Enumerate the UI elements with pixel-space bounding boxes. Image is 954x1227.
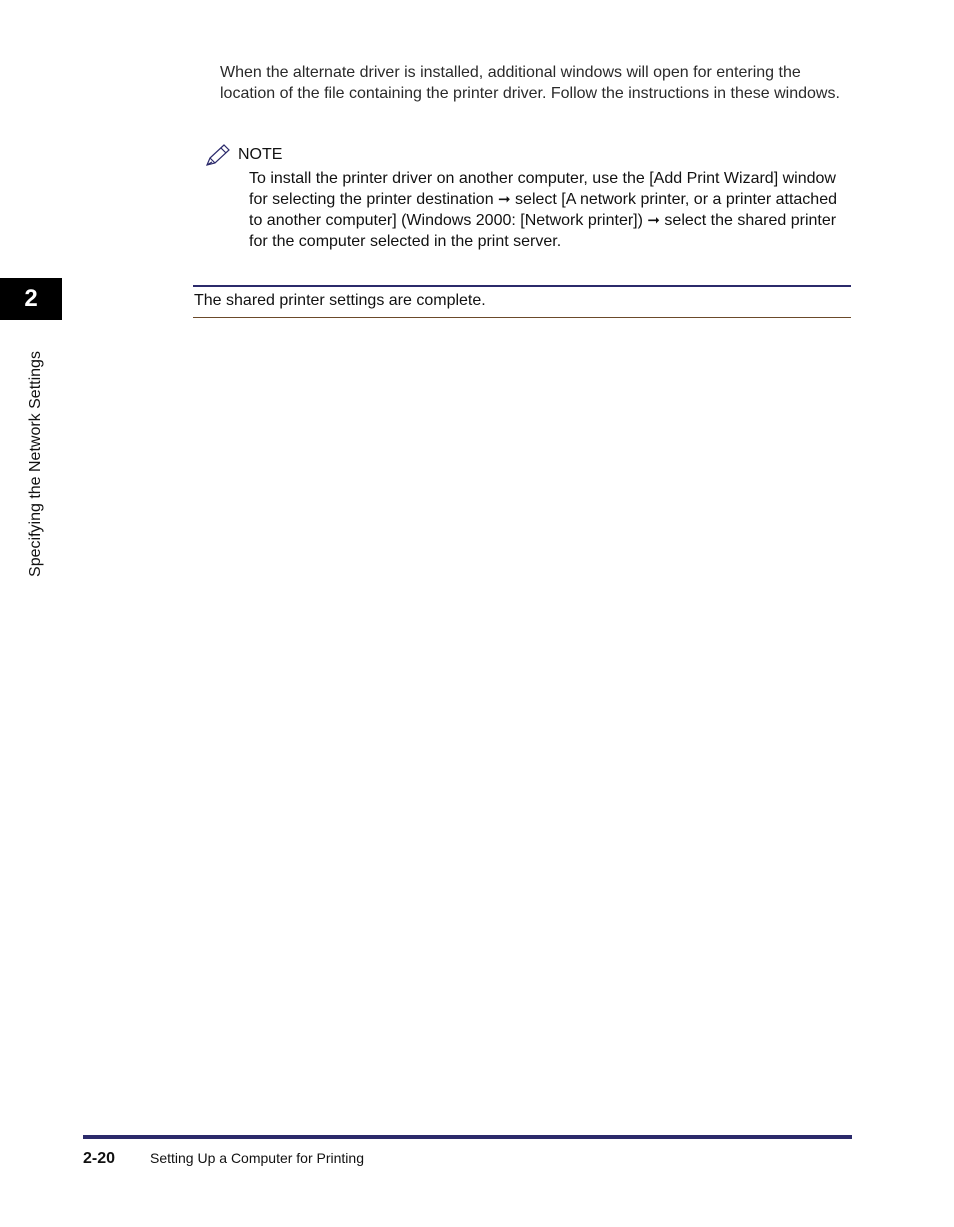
chapter-number: 2 bbox=[24, 285, 38, 312]
note-text-2: select [A network printer, or a printer attached to another computer] (Windows 2000: [Network printer]) bbox=[249, 191, 837, 229]
note-text-1: To install the printer driver on another computer, use the [Add Print Wizard] window for selecting the printer destination bbox=[249, 170, 836, 208]
note-body bbox=[249, 168, 853, 252]
result-top-rule bbox=[193, 285, 851, 287]
footer-section-title: Setting Up a Computer for Printing bbox=[150, 1150, 364, 1166]
intro-paragraph: When the alternate driver is installed, additional windows will open for entering the location of the file containing the printer driver. Follow the instructions in these windows. bbox=[220, 64, 840, 102]
note-title: NOTE bbox=[238, 146, 283, 163]
chapter-tab bbox=[0, 278, 62, 320]
note-text-3: select the shared printer for the computer selected in the print server. bbox=[249, 212, 837, 250]
arrow-icon: ➞ bbox=[647, 212, 660, 229]
pencil-icon bbox=[204, 143, 232, 167]
result-bottom-rule bbox=[193, 317, 851, 318]
result-text: The shared printer settings are complete. bbox=[194, 292, 486, 309]
page-number: 2-20 bbox=[83, 1150, 116, 1167]
footer-rule bbox=[83, 1135, 852, 1139]
note-heading bbox=[204, 143, 282, 167]
arrow-icon: ➞ bbox=[498, 191, 511, 208]
chapter-title: Specifying the Network Settings bbox=[27, 351, 44, 577]
